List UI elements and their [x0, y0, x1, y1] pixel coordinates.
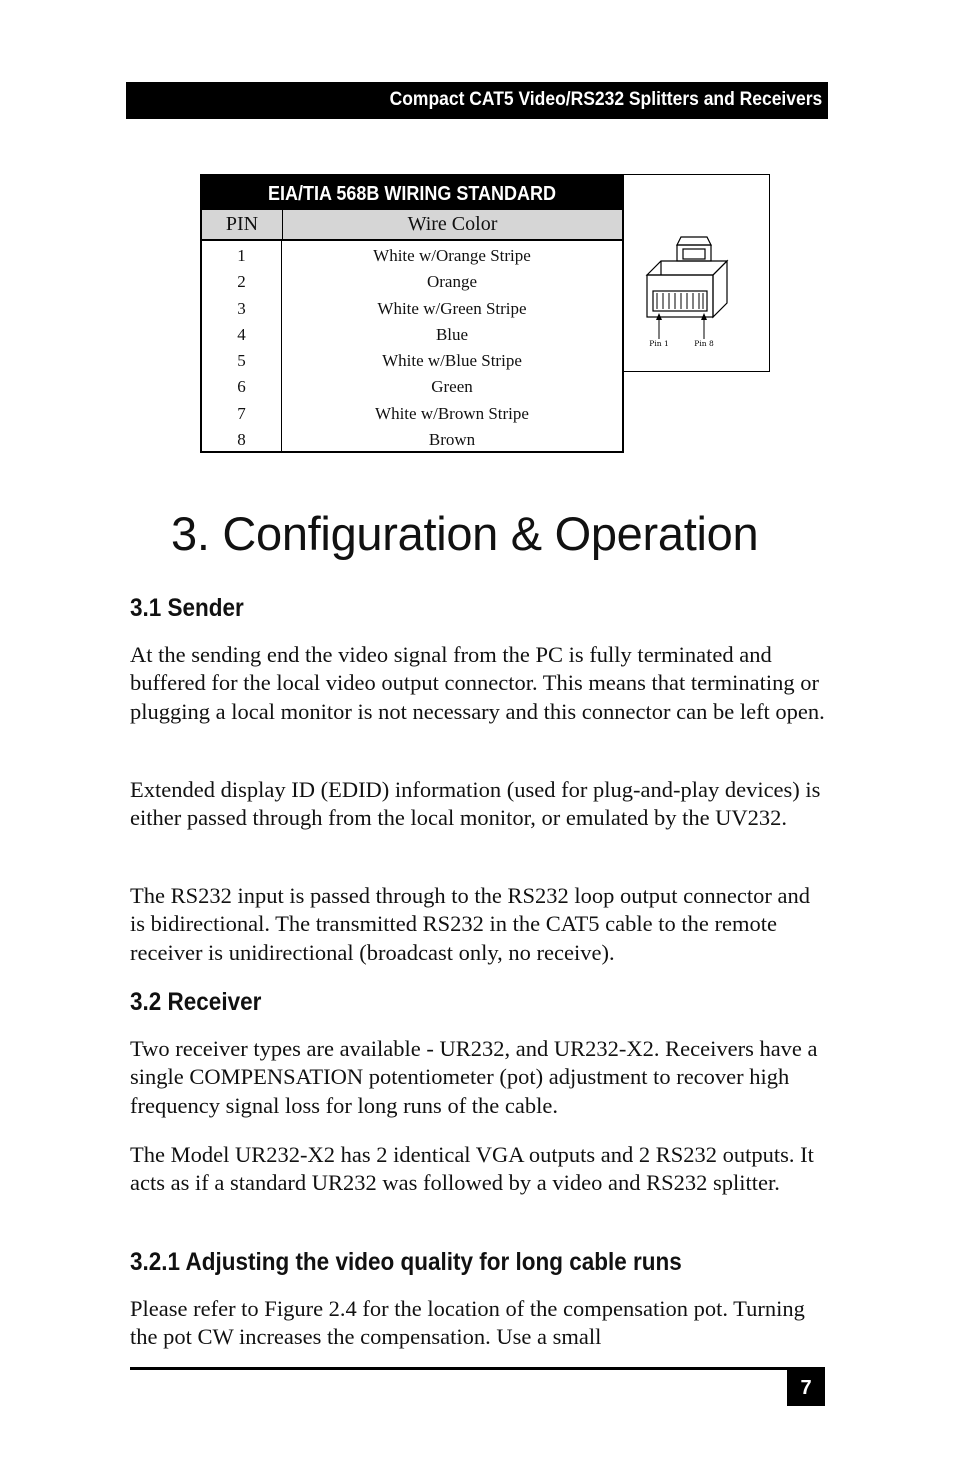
wire-color-cell: Blue [435, 324, 469, 344]
pin-cell: 6 [237, 377, 246, 397]
section-title: 3. Configuration & Operation [171, 507, 759, 560]
pin-cell: 4 [237, 324, 246, 344]
running-header-title: Compact CAT5 Video/RS232 Splitters and Receivers [389, 89, 822, 110]
wire-color-column [282, 241, 622, 452]
heading-3-2-1: 3.2.1 Adjusting the video quality for long cable runs [130, 1248, 682, 1276]
wire-color-cell: White w/Orange Stripe [373, 246, 531, 265]
wire-color-cell: Green [431, 377, 473, 397]
table-body [202, 241, 622, 452]
paragraph: Two receiver types are available - UR232, and UR232-X2. Receivers have a single COMPENSATION potentiometer (pot) adjustment to recover high frequency signal loss for long runs of the cable. [130, 1036, 818, 1118]
pin-cell: 2 [237, 272, 246, 292]
heading-3-1: 3.1 Sender [130, 594, 244, 622]
table-title: EIA/TIA 568B WIRING STANDARD [202, 176, 622, 209]
wire-color-cell: White w/Blue Stripe [382, 351, 522, 371]
paragraph: The Model UR232-X2 has 2 identical VGA outputs and 2 RS232 outputs. It acts as if a standard UR232 was followed by a video and RS232 splitter. [130, 1142, 814, 1196]
heading-3-2: 3.2 Receiver [130, 988, 262, 1016]
pin-cell: 1 [237, 246, 246, 265]
pin-column [202, 241, 282, 452]
column-header-pin: PIN [202, 210, 283, 239]
page-number: 7 [787, 1370, 825, 1406]
running-header [126, 82, 828, 119]
wire-color-cell: White w/Green Stripe [377, 298, 527, 318]
rj45-connector-figure [622, 174, 770, 372]
pin1-label: Pin 1 [649, 339, 669, 348]
paragraph: Extended display ID (EDID) information (used for plug-and-play devices) is either passed through from the local monitor, or emulated by the UV232. [130, 777, 821, 831]
footer-rule [130, 1367, 825, 1370]
pin-cell: 7 [237, 403, 246, 423]
pin-cell: 8 [237, 430, 246, 450]
wire-color-cell: Brown [428, 430, 476, 450]
pin-cell: 5 [237, 351, 246, 371]
pin-cell: 3 [237, 298, 246, 318]
paragraph: Please refer to Figure 2.4 for the location of the compensation pot. Turning the pot CW increases the compensation. Use a small [130, 1296, 805, 1350]
wire-color-cell: White w/Brown Stripe [375, 403, 529, 423]
column-header-wire-color: Wire Color [407, 213, 498, 235]
wiring-standard-table [200, 174, 624, 453]
table-header-row [202, 209, 622, 241]
paragraph: At the sending end the video signal from the PC is fully terminated and buffered for the local video output connector. This means that terminating or plugging a local monitor is not necessary and this connector can be left open. [130, 642, 825, 724]
pin8-label: Pin 8 [694, 339, 714, 348]
wire-color-cell: Orange [426, 272, 478, 292]
paragraph: The RS232 input is passed through to the RS232 loop output connector and is bidirectional. The transmitted RS232 in the CAT5 cable to the remote receiver is unidirectional (broadcast only, no receive). [130, 883, 810, 965]
rj45-connector-icon [623, 175, 769, 371]
